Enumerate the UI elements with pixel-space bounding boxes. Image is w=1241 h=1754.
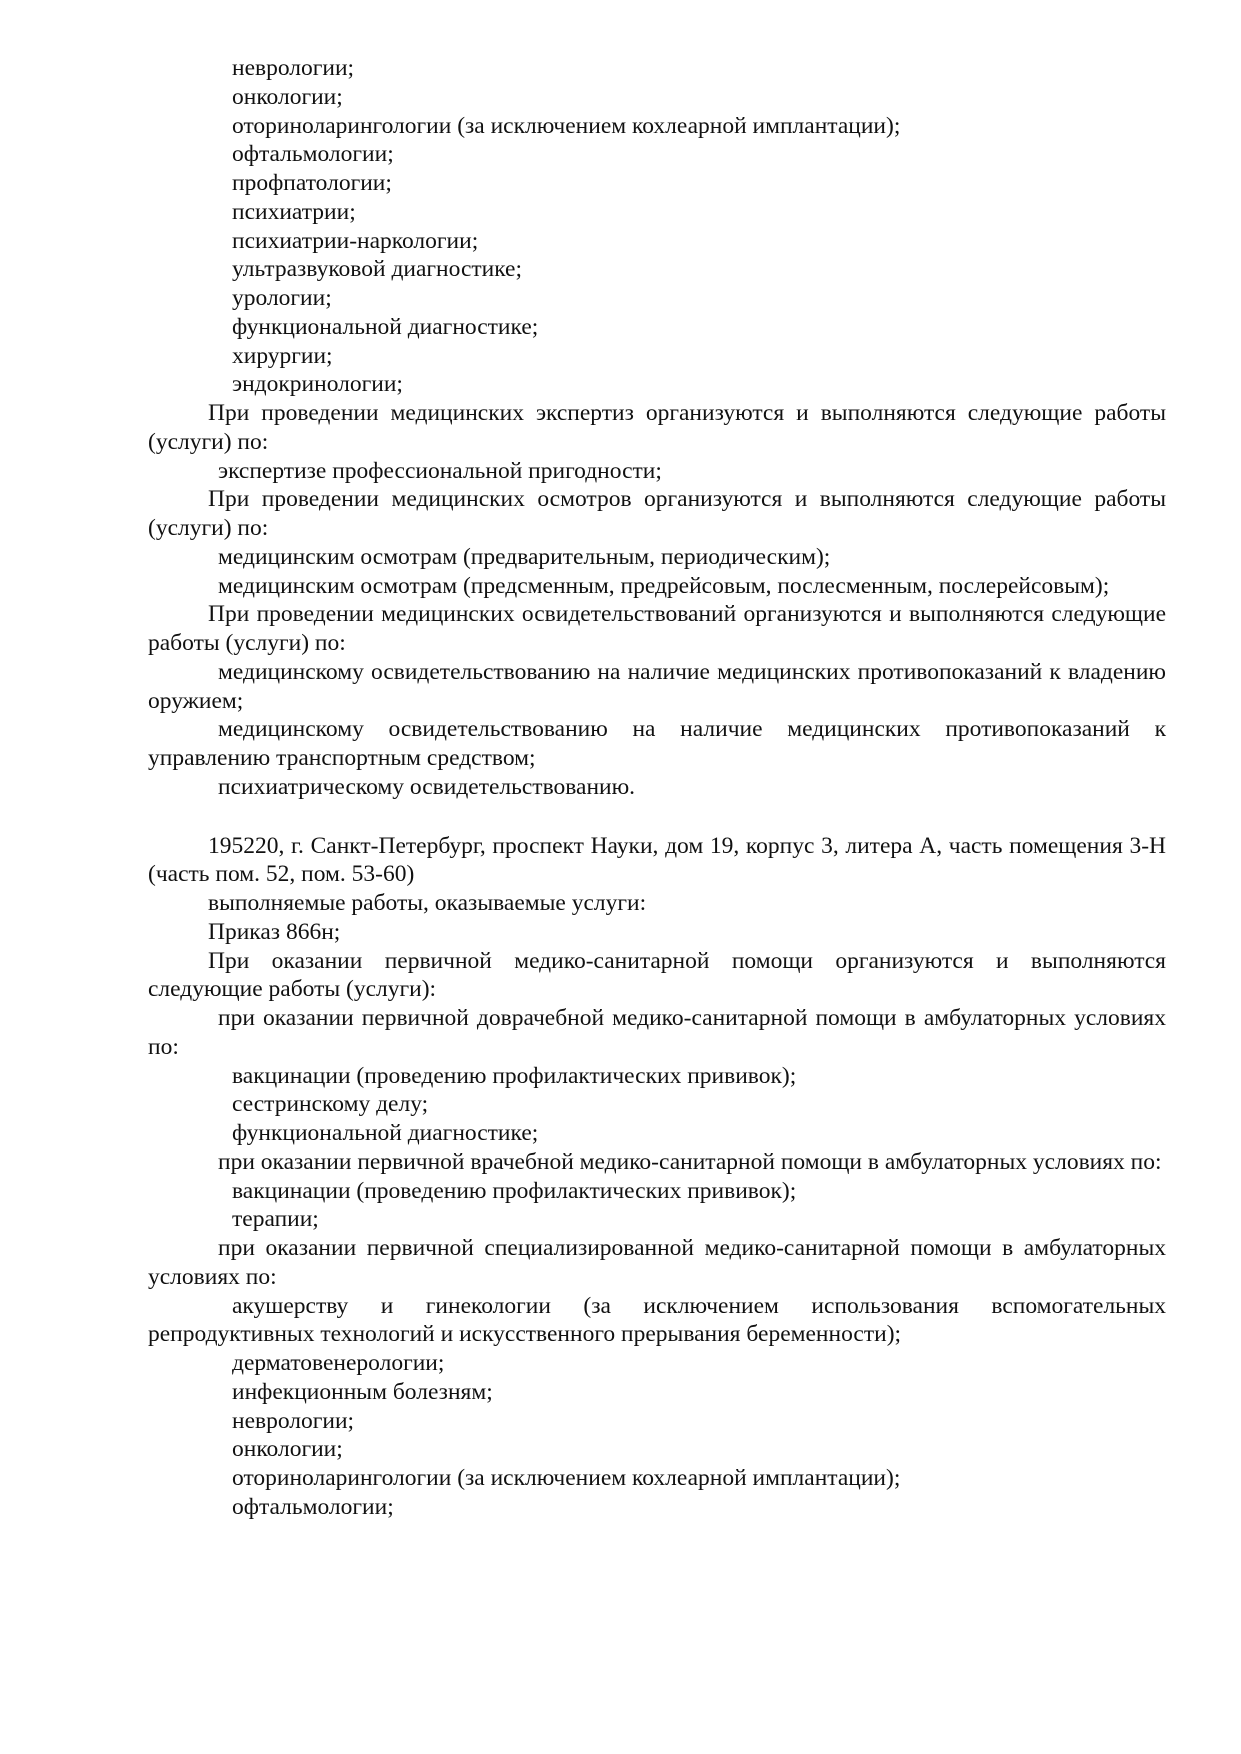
list-item: урологии; [232, 285, 332, 311]
list-item: ультразвуковой диагностике; [232, 256, 523, 283]
obstetrics-item: акушерству и гинекологии (за исключением использования вспомогательных репродуктивных технологий и искусственного прерывания беременности); [148, 1292, 1166, 1348]
list-item: функциональной диагностике; [232, 313, 539, 340]
certifications-intro: При проведении медицинских освидетельствований организуются и выполняются следующие работы (услуги) по: [148, 601, 1166, 656]
exams-item: медицинским осмотрам (предсменным, предрейсовым, послесменным, послерейсовым); [218, 572, 1110, 599]
list-item: функциональной диагностике; [232, 1120, 539, 1146]
certification-item: медицинскому освидетельствованию на наличие медицинских противопоказаний к управлению транспортным средством; [148, 716, 1166, 771]
section-gap [148, 802, 1166, 832]
list-item: профпатологии; [232, 170, 392, 196]
list-item: неврологии; [232, 1407, 355, 1434]
list-item: офтальмологии; [232, 1493, 394, 1520]
expertise-item: экспертизе профессиональной пригодности; [218, 457, 662, 484]
list-item: вакцинации (проведению профилактических прививок); [232, 1062, 797, 1089]
list-item: терапии; [232, 1206, 319, 1233]
document-page [148, 54, 1166, 1522]
prehospital-intro: при оказании первичной доврачебной медико-санитарной помощи в амбулаторных условиях по: [148, 1005, 1166, 1060]
list-item: оториноларингологии (за исключением кохлеарной имплантации); [232, 1465, 901, 1491]
list-item: эндокринологии; [232, 371, 403, 398]
certification-item: медицинскому освидетельствованию на наличие медицинских противопоказаний к владению оружием; [148, 658, 1166, 714]
list-item: онкологии; [232, 1436, 343, 1463]
list-item: оториноларингологии (за исключением кохлеарной имплантации); [232, 112, 901, 139]
exams-intro: При проведении медицинских осмотров организуются и выполняются следующие работы (услуги) по: [148, 486, 1166, 541]
expertise-intro: При проведении медицинских экспертиз организуются и выполняются следующие работы (услуги) по: [148, 400, 1166, 455]
list-item: психиатрии-наркологии; [232, 227, 479, 254]
works-label: выполняемые работы, оказываемые услуги: [208, 890, 647, 916]
primary-care-intro: При оказании первичной медико-санитарной помощи организуются и выполняются следующие работы (услуги): [148, 947, 1166, 1003]
list-item: инфекционным болезням; [232, 1378, 493, 1405]
list-item: хирургии; [232, 342, 333, 369]
list-item: онкологии; [232, 83, 343, 110]
specialized-intro: при оказании первичной специализированной медико-санитарной помощи в амбулаторных условиях по: [148, 1235, 1166, 1290]
exams-item: медицинским осмотрам (предварительным, периодическим); [218, 543, 831, 570]
list-item: сестринскому делу; [232, 1091, 429, 1118]
list-item: дерматовенерологии; [232, 1350, 445, 1376]
address-text: 195220, г. Санкт-Петербург, проспект Науки, дом 19, корпус 3, литера А, часть помещения 3-Н (часть пом. 52, пом. 53-60) [148, 832, 1166, 888]
list-item: вакцинации (проведению профилактических прививок); [232, 1177, 797, 1204]
certification-item: психиатрическому освидетельствованию. [218, 773, 636, 800]
list-item: неврологии; [232, 55, 355, 81]
physician-intro: при оказании первичной врачебной медико-санитарной помощи в амбулаторных условиях по: [218, 1148, 1162, 1175]
list-item: офтальмологии; [232, 141, 394, 168]
order-label: Приказ 866н; [208, 918, 341, 945]
list-item: психиатрии; [232, 198, 356, 225]
